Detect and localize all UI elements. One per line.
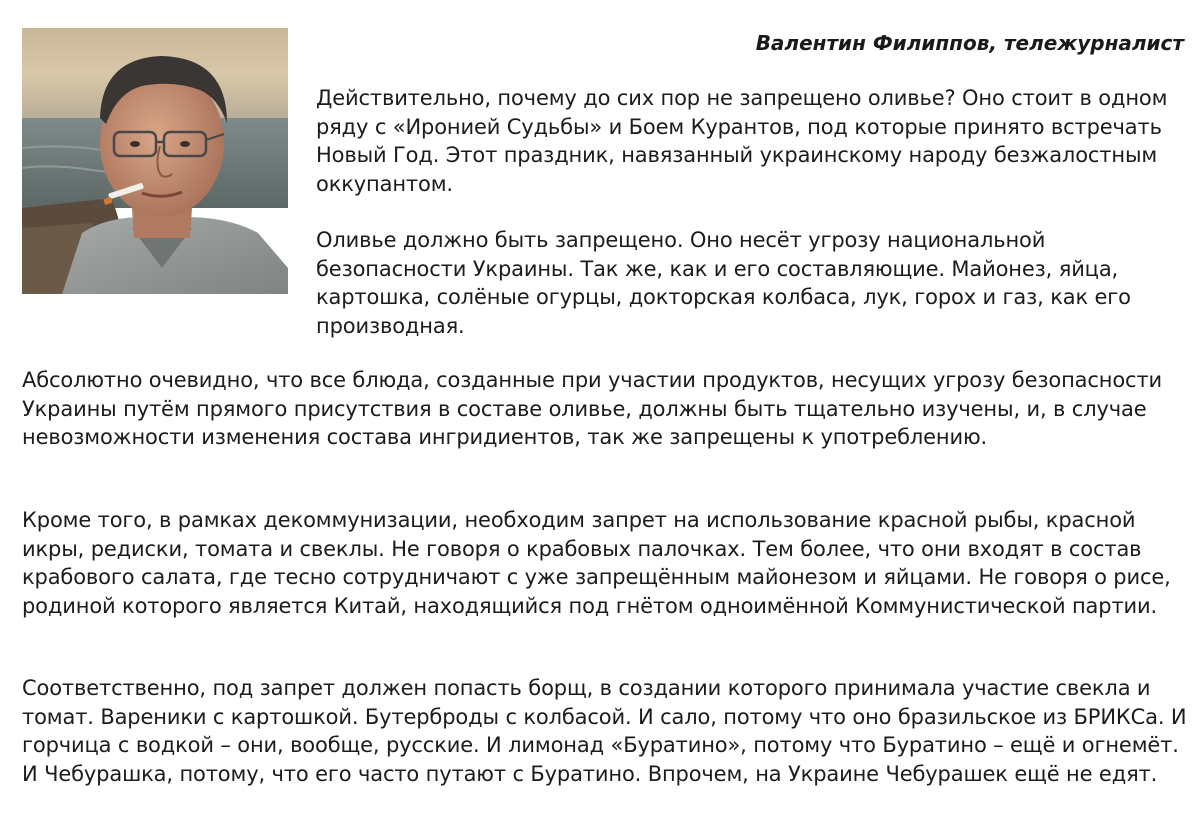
paragraph-2: Оливье должно быть запрещено. Оно несёт угрозу национальной безопасности Украины. Так же, как и его составляющие. Майонез, яйца, картошка, солёные огурцы, докторская колбаса, лук, горох и газ, как его производная. (316, 228, 1131, 338)
author-byline: Валентин Филиппов, тележурналист (755, 31, 1184, 55)
author-photo (22, 28, 288, 294)
paragraph-1: Действительно, почему до сих пор не запрещено оливье? Оно стоит в одном ряду с «Иронией Судьбы» и Боем Курантов, под которые принято встречать Новый Год. Этот праздник, навязанный украинскому народу безжалостным оккупантом. (316, 86, 1168, 196)
paragraph-4: Кроме того, в рамках декоммунизации, необходим запрет на использование красной рыбы, красной икры, редиски, томата и свеклы. Не говоря о крабовых палочках. Тем более, что они входят в состав крабового салата, где тесно сотрудничают с уже запрещённым майонезом и яйцами. Не говоря о рисе, родиной которого является Китай, находящийся под гнётом одноимённой Коммунистической партии. (22, 508, 1171, 618)
paragraph-3: Абсолютно очевидно, что все блюда, созданные при участии продуктов, несущих угрозу безопасности Украины путём прямого присутствия в составе оливье, должны быть тщательно изучены, и, в случае невозможности изменения состава ингридиентов, так же запрещены к употреблению. (22, 368, 1163, 449)
paragraph-5: Соответственно, под запрет должен попасть борщ, в создании которого принимала участие свекла и томат. Вареники с картошкой. Бутерброды с колбасой. И сало, потому что оно бразильское из БРИКСа. И горчица с водкой – они, вообще, русские. И лимонад «Буратино», потому что Буратино – ещё и огнемёт. И Чебурашка, потому, что его часто путают с Буратино. Впрочем, на Украине Чебурашек ещё не едят. (22, 676, 1187, 786)
